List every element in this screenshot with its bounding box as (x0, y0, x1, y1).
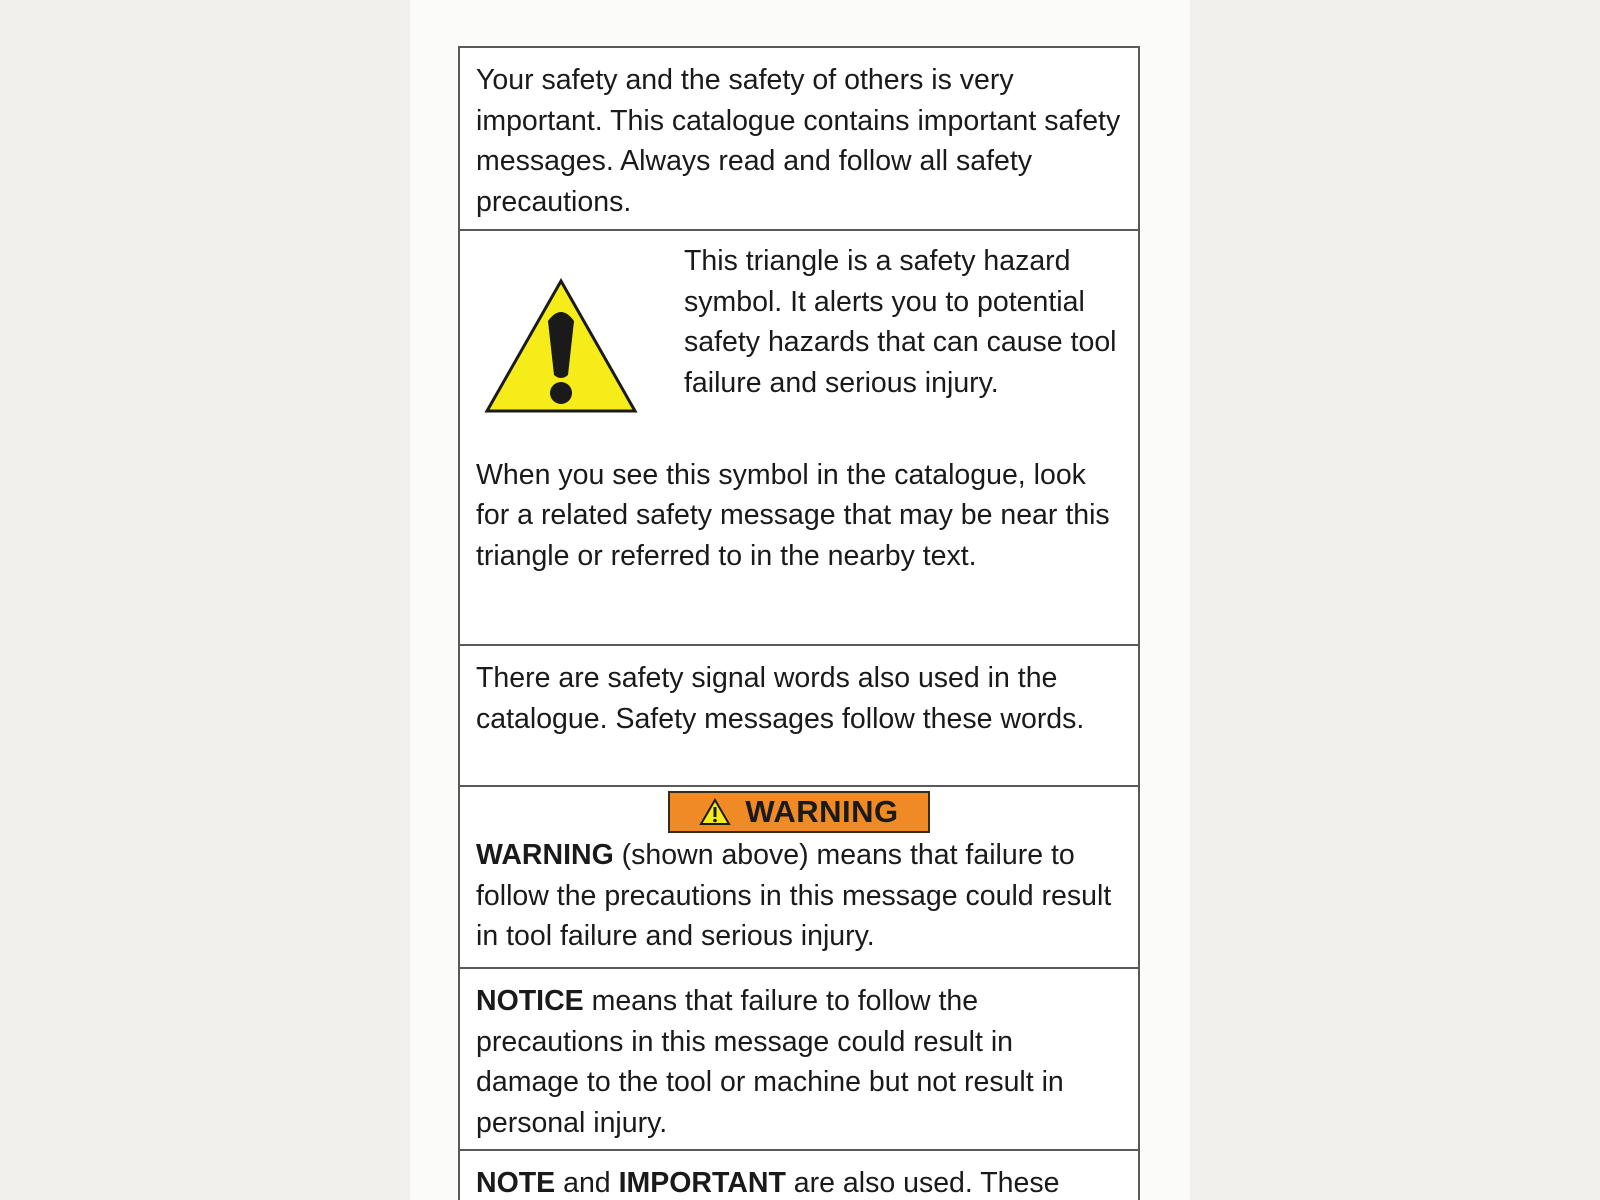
catalogue-page (410, 0, 1190, 1200)
notice-description (476, 981, 1122, 1143)
notice-cell (460, 969, 1138, 1151)
notice-text: means that failure to follow the precautions in this message could result in damage to the tool or machine but not result in personal injury. (476, 985, 1064, 1139)
warning-triangle-icon (476, 241, 666, 427)
note-description (476, 1163, 1122, 1200)
warning-badge (668, 791, 930, 833)
warning-badge-label: WARNING (745, 793, 899, 829)
safety-info-table (458, 46, 1140, 1200)
hazard-followup-text: When you see this symbol in the catalogue, look for a related safety message that may be near this triangle or referred to in the nearby text. (476, 458, 1110, 572)
hazard-description (666, 241, 1122, 403)
hazard-description-text: This triangle is a safety hazard symbol. It alerts you to potential safety hazards that can cause tool failure and serious injury. (684, 245, 1117, 399)
signal-words-cell (460, 646, 1138, 787)
signal-words-text: There are safety signal words also used in the catalogue. Safety messages follow these words. (476, 662, 1085, 735)
note-term: NOTE (476, 1167, 556, 1199)
important-term: IMPORTANT (618, 1167, 786, 1199)
hazard-symbol-cell (460, 231, 1138, 646)
hazard-row (476, 241, 1122, 427)
note-text: are also used. These (785, 1167, 1060, 1199)
intro-text: Your safety and the safety of others is very important. This catalogue contains important safety messages. Always read and follow all safety precautions. (476, 64, 1121, 218)
intro-cell (460, 48, 1138, 231)
notice-term: NOTICE (476, 985, 584, 1017)
warning-cell (460, 787, 1138, 969)
warning-text: (shown above) means that failure to follow the precautions in this message could result in tool failure and serious injury. (476, 839, 1112, 952)
warning-description (476, 835, 1122, 957)
warning-term: WARNING (476, 839, 614, 871)
warning-small-triangle-icon (699, 798, 731, 826)
note-cell (460, 1151, 1138, 1200)
note-connector: and (555, 1167, 619, 1199)
